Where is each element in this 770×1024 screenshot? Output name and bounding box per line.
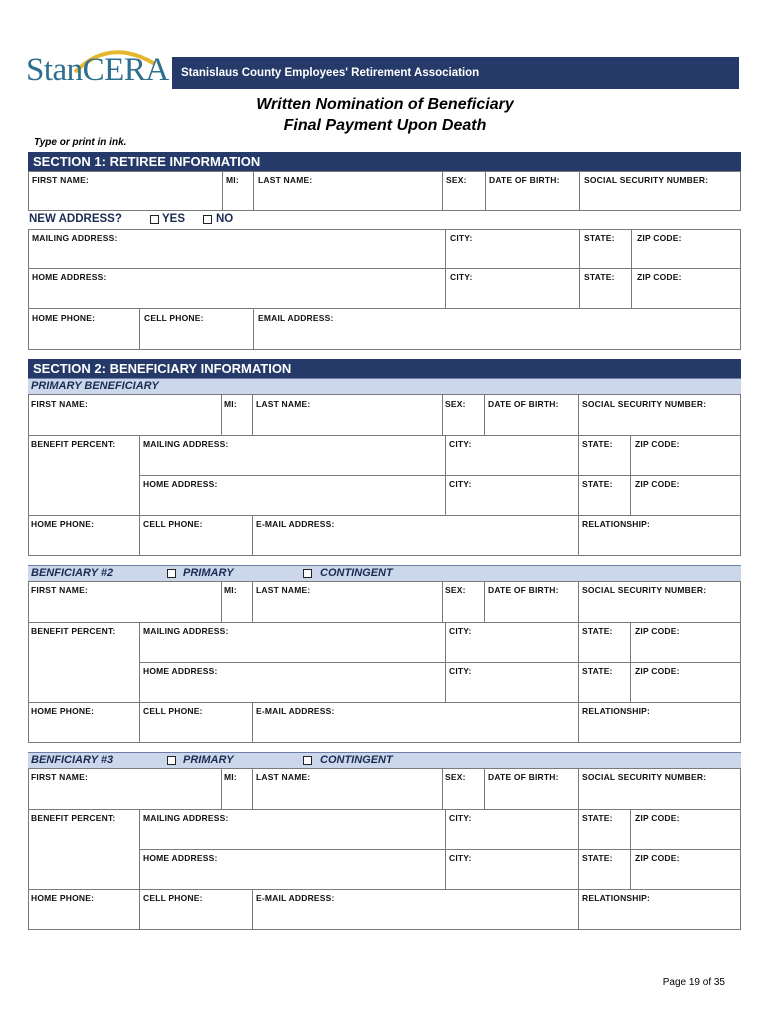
city-label: CITY: [449,853,472,863]
home-phone-label: HOME PHONE: [31,706,95,716]
header-banner [172,57,739,89]
first-name-label: FIRST NAME: [32,175,89,185]
ssn-label: SOCIAL SECURITY NUMBER: [584,175,709,185]
state-label: STATE: [582,813,613,823]
form-subtitle: Final Payment Upon Death [283,117,487,134]
ssn-label: SOCIAL SECURITY NUMBER: [582,585,707,595]
yes-label: YES [162,213,186,225]
beneficiary2-heading-text: BENFICIARY #2 [31,567,114,579]
stancera-logo [26,42,171,96]
cell-phone-label: CELL PHONE: [144,313,204,323]
cell-phone-label: CELL PHONE: [143,706,203,716]
section1-heading [28,152,741,172]
home-phone-label: HOME PHONE: [32,313,96,323]
city-label: CITY: [450,272,473,282]
mi-label: MI: [224,585,237,595]
home-address-label: HOME ADDRESS: [32,272,107,282]
mailing-address-label: MAILING ADDRESS: [143,626,229,636]
last-name-label: LAST NAME: [256,585,311,595]
dob-label: DATE OF BIRTH: [488,585,559,595]
last-name-label: LAST NAME: [258,175,313,185]
zip-label: ZIP CODE: [635,439,680,449]
email-label: E-MAIL ADDRESS: [256,893,335,903]
city-label: CITY: [449,626,472,636]
primary-beneficiary-heading-text: PRIMARY BENEFICIARY [31,380,159,392]
b2-primary-checkbox[interactable] [167,569,176,578]
new-address-yes-checkbox[interactable] [150,215,159,224]
logo-text: StanCERA [26,52,169,88]
new-address-label: NEW ADDRESS? [29,213,122,225]
benefit-percent-label: BENEFIT PERCENT: [31,813,116,823]
state-label: STATE: [582,666,613,676]
primary-beneficiary-heading [28,378,741,394]
relationship-label: RELATIONSHIP: [582,893,651,903]
email-label: E-MAIL ADDRESS: [256,706,335,716]
state-label: STATE: [582,479,613,489]
city-label: CITY: [449,813,472,823]
cell-phone-label: CELL PHONE: [143,519,203,529]
sex-label: SEX: [445,585,466,595]
form-title: Written Nomination of Beneficiary [256,96,514,113]
home-phone-label: HOME PHONE: [31,893,95,903]
ssn-label: SOCIAL SECURITY NUMBER: [582,772,707,782]
zip-label: ZIP CODE: [637,233,682,243]
instruction-text: Type or print in ink. [34,137,127,148]
dob-label: DATE OF BIRTH: [488,772,559,782]
home-address-label: HOME ADDRESS: [143,853,218,863]
beneficiary3-heading [28,752,741,768]
dob-label: DATE OF BIRTH: [489,175,560,185]
ssn-label: SOCIAL SECURITY NUMBER: [582,399,707,409]
page-number: Page 19 of 35 [662,977,725,988]
relationship-label: RELATIONSHIP: [582,519,651,529]
city-label: CITY: [449,439,472,449]
benefit-percent-label: BENEFIT PERCENT: [31,439,116,449]
no-label: NO [216,213,234,225]
b2-primary-label: PRIMARY [183,567,234,579]
city-label: CITY: [449,479,472,489]
mailing-address-label: MAILING ADDRESS: [143,439,229,449]
zip-label: ZIP CODE: [635,479,680,489]
mailing-address-label: MAILING ADDRESS: [32,233,118,243]
state-label: STATE: [582,626,613,636]
mailing-address-label: MAILING ADDRESS: [143,813,229,823]
b2-contingent-label: CONTINGENT [320,567,393,579]
sex-label: SEX: [445,399,466,409]
home-address-label: HOME ADDRESS: [143,666,218,676]
banner-text: Stanislaus County Employees' Retirement Association [181,67,480,79]
first-name-label: FIRST NAME: [31,399,88,409]
email-label: E-MAIL ADDRESS: [256,519,335,529]
b3-primary-checkbox[interactable] [167,756,176,765]
section2-heading-text: SECTION 2: BENEFICIARY INFORMATION [33,361,292,376]
beneficiary3-heading-text: BENFICIARY #3 [31,754,114,766]
zip-label: ZIP CODE: [637,272,682,282]
benefit-percent-label: BENEFIT PERCENT: [31,626,116,636]
city-label: CITY: [450,233,473,243]
last-name-label: LAST NAME: [256,772,311,782]
beneficiary2-heading [28,565,741,581]
state-label: STATE: [584,272,615,282]
relationship-label: RELATIONSHIP: [582,706,651,716]
first-name-label: FIRST NAME: [31,585,88,595]
mi-label: MI: [226,175,239,185]
zip-label: ZIP CODE: [635,666,680,676]
zip-label: ZIP CODE: [635,813,680,823]
dob-label: DATE OF BIRTH: [488,399,559,409]
sex-label: SEX: [446,175,467,185]
zip-label: ZIP CODE: [635,626,680,636]
new-address-no-checkbox[interactable] [203,215,212,224]
section2-heading [28,359,741,379]
zip-label: ZIP CODE: [635,853,680,863]
mi-label: MI: [224,772,237,782]
state-label: STATE: [582,439,613,449]
first-name-label: FIRST NAME: [31,772,88,782]
home-address-label: HOME ADDRESS: [143,479,218,489]
city-label: CITY: [449,666,472,676]
b3-contingent-label: CONTINGENT [320,754,393,766]
section1-heading-text: SECTION 1: RETIREE INFORMATION [33,154,261,169]
email-label: EMAIL ADDRESS: [258,313,334,323]
b3-primary-label: PRIMARY [183,754,234,766]
state-label: STATE: [584,233,615,243]
sex-label: SEX: [445,772,466,782]
b3-contingent-checkbox[interactable] [303,756,312,765]
mi-label: MI: [224,399,237,409]
home-phone-label: HOME PHONE: [31,519,95,529]
b2-contingent-checkbox[interactable] [303,569,312,578]
state-label: STATE: [582,853,613,863]
cell-phone-label: CELL PHONE: [143,893,203,903]
last-name-label: LAST NAME: [256,399,311,409]
